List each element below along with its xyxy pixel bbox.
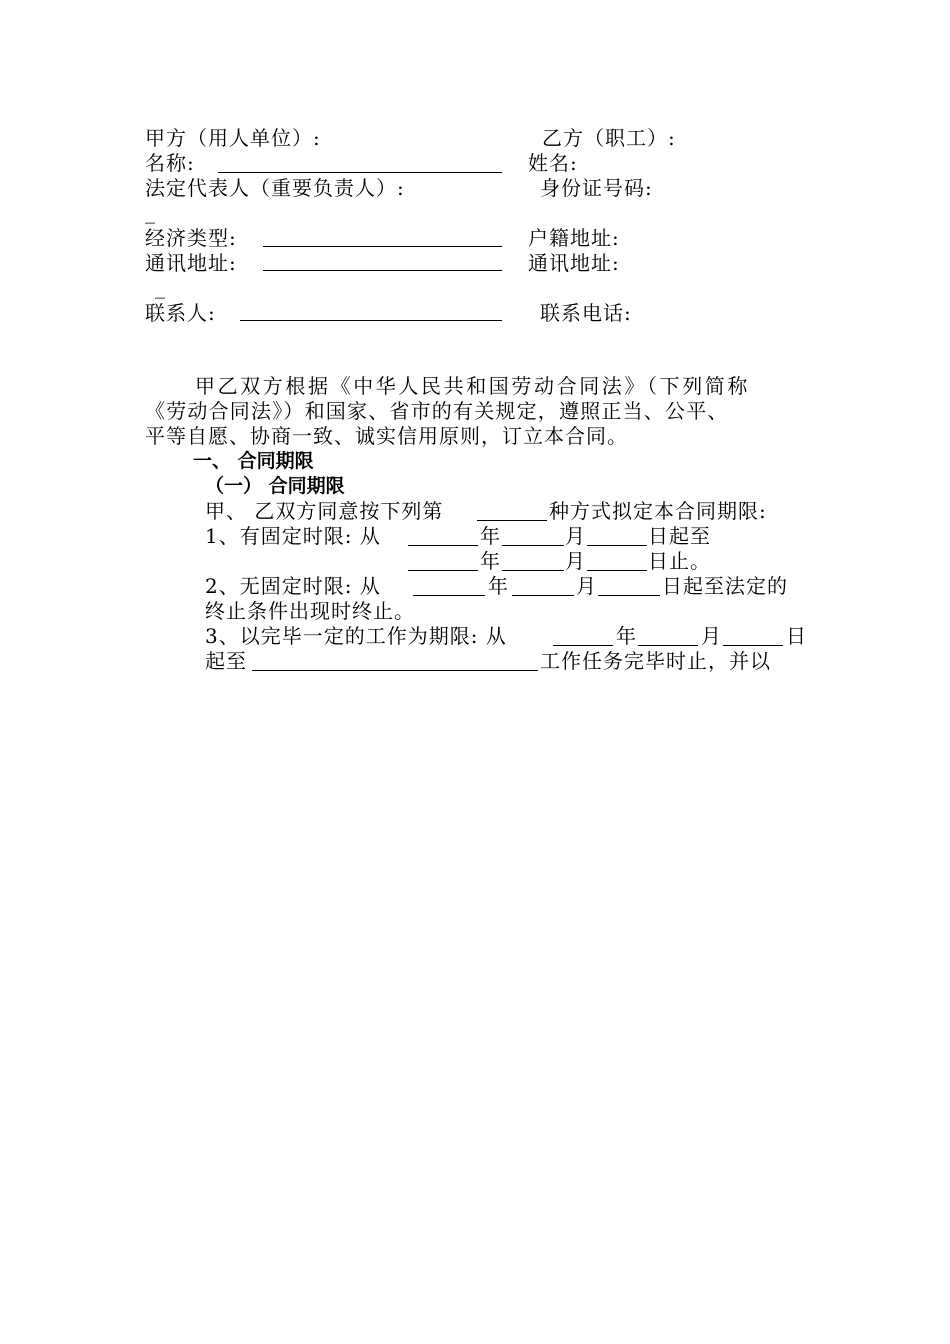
option-1-prefix: 1、有固定时限: 从 [205, 524, 381, 548]
econ-type-blank[interactable] [263, 246, 502, 247]
name-label: 名称: [145, 151, 195, 175]
choice-prefix: 甲、 乙双方同意按下列第 [205, 499, 444, 523]
econ-type-label: 经济类型: [145, 226, 237, 250]
year-label: 年 [480, 549, 500, 573]
party-a-title: 甲方（用人单位）: [145, 126, 321, 150]
choice-suffix: 种方式拟定本合同期限: [549, 499, 767, 523]
household-address-label: 户籍地址: [528, 226, 620, 250]
party-a-address-blank[interactable] [263, 270, 502, 271]
option-3-month-blank[interactable] [638, 645, 698, 646]
option-2-continuation: 终止条件出现时终止。 [205, 599, 415, 623]
contact-label: 联系人: [145, 301, 216, 325]
option-3-day-blank[interactable] [723, 645, 783, 646]
name-blank[interactable] [218, 172, 502, 173]
option-3-cont-prefix: 起至 [205, 649, 247, 673]
choice-blank[interactable] [477, 520, 547, 521]
option-1-day-end: 日止。 [648, 549, 711, 573]
option-1-end-year-blank[interactable] [408, 570, 478, 571]
option-3-year-blank[interactable] [553, 645, 613, 646]
month-label: 月 [565, 549, 585, 573]
option-3-prefix: 3、以完毕一定的工作为期限: 从 [205, 624, 507, 648]
intro-line-1: 甲乙双方根据《中华人民共和国劳动合同法》（下列简称 [195, 374, 750, 398]
option-2-month-blank[interactable] [512, 595, 574, 596]
party-b-address-label: 通讯地址: [528, 251, 620, 275]
option-1-start-year-blank[interactable] [408, 545, 478, 546]
stray-underscore: _ [145, 200, 155, 224]
party-a-address-label: 通讯地址: [145, 251, 237, 275]
year-label: 年 [480, 524, 500, 548]
stray-underscore: _ [155, 275, 165, 299]
id-number-label: 身份证号码: [540, 176, 653, 200]
option-1-start-month-blank[interactable] [502, 545, 564, 546]
option-2-prefix: 2、无固定时限: 从 [205, 574, 381, 598]
legal-rep-label: 法定代表人（重要负责人）: [145, 176, 405, 200]
option-1-end-month-blank[interactable] [502, 570, 564, 571]
option-3-day: 日 [786, 624, 806, 648]
year-label: 年 [488, 574, 508, 598]
option-3-cont-suffix: 工作任务完毕时止，并以 [540, 649, 771, 673]
option-2-day: 日起至法定的 [662, 574, 788, 598]
month-label: 月 [701, 624, 721, 648]
option-2-day-blank[interactable] [598, 595, 660, 596]
month-label: 月 [565, 524, 585, 548]
option-1-start-day-blank[interactable] [587, 545, 647, 546]
option-3-task-blank[interactable] [252, 670, 538, 671]
phone-label: 联系电话: [540, 301, 632, 325]
option-1-end-day-blank[interactable] [587, 570, 647, 571]
option-2-year-blank[interactable] [413, 595, 485, 596]
section-heading: 一、 合同期限 [193, 450, 314, 472]
subsection-heading: （一） 合同期限 [205, 475, 345, 497]
month-label: 月 [576, 574, 596, 598]
contact-blank[interactable] [240, 320, 502, 321]
intro-line-3: 平等自愿、协商一致、诚实信用原则，订立本合同。 [145, 424, 628, 448]
year-label: 年 [616, 624, 636, 648]
intro-line-2: 《劳动合同法》）和国家、省市的有关规定，遵照正当、公平、 [145, 399, 729, 423]
option-1-day-start: 日起至 [648, 524, 711, 548]
party-b-title: 乙方（职工）: [542, 126, 676, 150]
worker-name-label: 姓名: [528, 151, 578, 175]
